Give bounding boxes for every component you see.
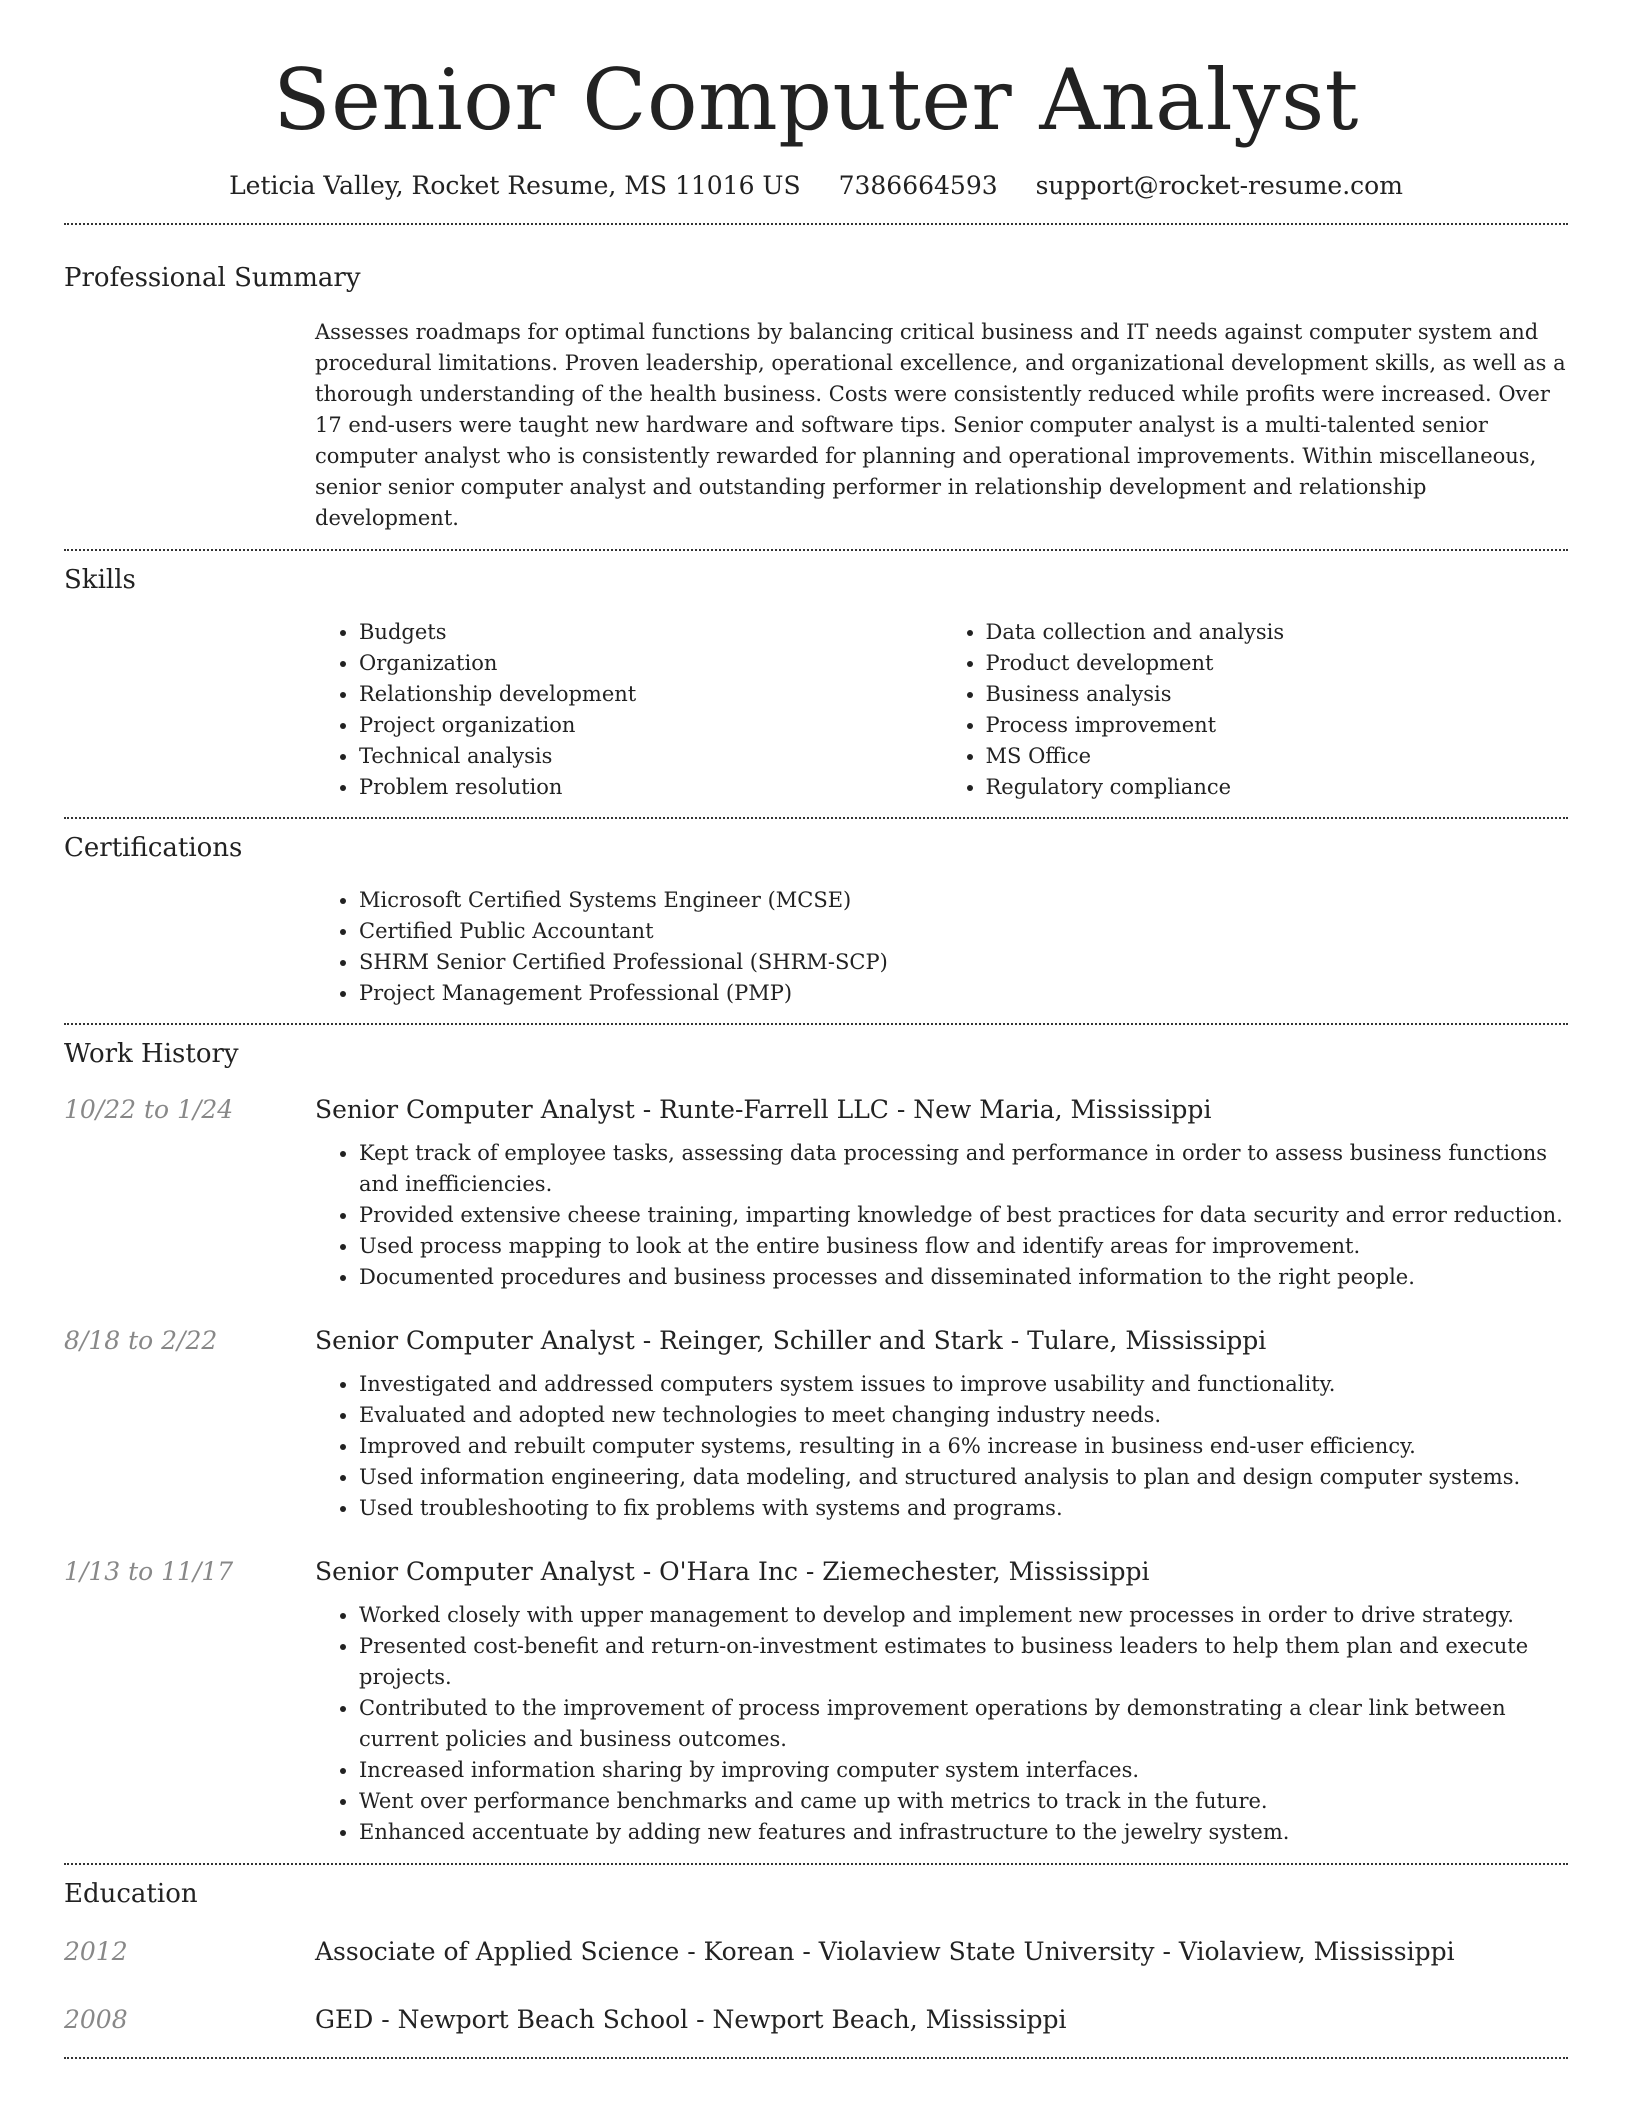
skills-content [315,617,1568,803]
job-bullet: • Presented cost-benefit and return-on-investment estimates to business leaders to help them plan and execute projects. [359,1631,1568,1693]
job-bullet: • Kept track of employee tasks, assessing data processing and performance in order to assess business functions and inefficiencies. [359,1138,1568,1200]
job-bullet: • Increased information sharing by improving computer system interfaces. [359,1755,1568,1786]
education-content [64,1934,1568,2038]
summary-content [315,317,1568,534]
section-title-skills: Skills [64,565,136,595]
job-bullets [315,1600,1568,1848]
job-bullet: • Used information engineering, data modeling, and structured analysis to plan and design computer systems. [359,1462,1568,1493]
certification-item: • SHRM Senior Certified Professional (SHRM-SCP) [359,947,1568,978]
skill-item: • MS Office [986,741,1569,772]
skills-list-left [315,617,942,803]
skill-item: • Regulatory compliance [986,772,1569,803]
contact-phone: 7386664593 [838,171,998,200]
job-entry [64,1092,1568,1293]
education-text: Associate of Applied Science - Korean - Violaview State University - Violaview, Mississippi [315,1937,1455,1966]
work-history-section [64,1025,1568,1848]
section-title-certifications: Certifications [64,833,243,863]
skill-item: • Technical analysis [359,741,942,772]
education-entry [64,1934,1568,1970]
skill-item: • Process improvement [986,710,1569,741]
job-heading: Senior Computer Analyst - O'Hara Inc - Ziemechester, Mississippi [315,1557,1150,1586]
page-title: Senior Computer Analyst [273,51,1359,149]
job-bullet: • Went over performance benchmarks and came up with metrics to track in the future. [359,1786,1568,1817]
job-bullet: • Investigated and addressed computers system issues to improve usability and functionality. [359,1369,1568,1400]
skill-item: • Problem resolution [359,772,942,803]
job-bullet: • Contributed to the improvement of process improvement operations by demonstrating a clear link between current policies and business outcomes. [359,1693,1568,1755]
skill-item: • Business analysis [986,679,1569,710]
job-bullet: • Improved and rebuilt computer systems, resulting in a 6% increase in business end-user efficiency. [359,1431,1568,1462]
education-section [64,1865,1568,2038]
job-bullet: • Used process mapping to look at the entire business flow and identify areas for improvement. [359,1231,1568,1262]
skills-list-right [942,617,1569,803]
section-title-summary: Professional Summary [64,263,361,293]
certifications-section [64,819,1568,1009]
work-history-content [64,1092,1568,1848]
job-bullet: • Used troubleshooting to fix problems with systems and programs. [359,1493,1568,1524]
job-bullet: • Enhanced accentuate by adding new features and infrastructure to the jewelry system. [359,1817,1568,1848]
certification-item: • Certified Public Accountant [359,916,1568,947]
skill-item: • Relationship development [359,679,942,710]
contact-address: Leticia Valley, Rocket Resume, MS 11016 US [229,171,801,200]
job-entry [64,1323,1568,1524]
job-heading: Senior Computer Analyst - Runte-Farrell LLC - New Maria, Mississippi [315,1095,1212,1124]
skills-section [64,551,1568,803]
certification-item: • Project Management Professional (PMP) [359,978,1568,1009]
education-entry [64,2002,1568,2038]
job-dates: 1/13 to 11/17 [64,1557,234,1586]
skill-item: • Product development [986,648,1569,679]
job-bullet: • Worked closely with upper management to develop and implement new processes in order to drive strategy. [359,1600,1568,1631]
section-title-education: Education [64,1879,198,1909]
job-bullets [315,1369,1568,1524]
summary-text: Assesses roadmaps for optimal functions by balancing critical business and IT needs against computer system and procedural limitations. Proven leadership, operational excellence, and organizational development skills, as well as a thorough understanding of the health business. Costs were consistently reduced while profits were increased. Over 17 end-users were taught new hardware and software tips. Senior computer analyst is a multi-talented senior computer analyst who is consistently rewarded for planning and operational improvements. Within miscellaneous, senior senior computer analyst and outstanding performer in relationship development and relationship development. [315,320,1566,530]
divider [64,2057,1568,2059]
contact-line [64,168,1568,204]
education-text: GED - Newport Beach School - Newport Beach, Mississippi [315,2005,1067,2034]
certifications-content [315,885,1568,1009]
skill-item: • Data collection and analysis [986,617,1569,648]
job-dates: 10/22 to 1/24 [64,1095,234,1124]
job-heading: Senior Computer Analyst - Reinger, Schiller and Stark - Tulare, Mississippi [315,1326,1267,1355]
skill-item: • Project organization [359,710,942,741]
education-year: 2008 [64,2005,128,2034]
contact-email: support@rocket-resume.com [1035,171,1403,200]
skill-item: • Organization [359,648,942,679]
job-entry [64,1554,1568,1848]
education-year: 2012 [64,1937,128,1966]
job-bullets [315,1138,1568,1293]
certifications-list [315,885,1568,1009]
skill-item: • Budgets [359,617,942,648]
job-dates: 8/18 to 2/22 [64,1326,218,1355]
skills-columns [315,617,1568,803]
resume-page [64,0,1568,2059]
job-bullet: • Documented procedures and business processes and disseminated information to the right people. [359,1262,1568,1293]
summary-section [64,225,1568,534]
section-title-work-history: Work History [64,1039,239,1069]
job-bullet: • Provided extensive cheese training, imparting knowledge of best practices for data security and error reduction. [359,1200,1568,1231]
job-bullet: • Evaluated and adopted new technologies to meet changing industry needs. [359,1400,1568,1431]
certification-item: • Microsoft Certified Systems Engineer (MCSE) [359,885,1568,916]
